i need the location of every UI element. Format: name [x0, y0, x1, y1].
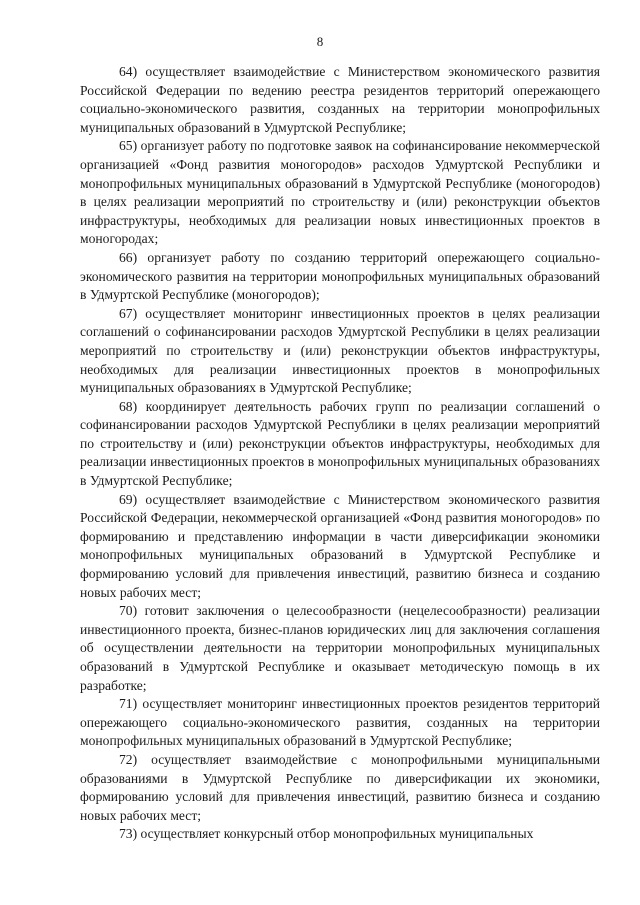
paragraph-71: 71) осуществляет мониторинг инвестиционных проектов резидентов территорий опережающего социально-экономического развития, созданных на территории монопрофильных муниципальных образований в Удмуртской Республике;	[80, 696, 600, 749]
paragraph-65: 65) организует работу по подготовке заявок на софинансирование некоммерческой организацией «Фонд развития моногородов» расходов Удмуртской Республики и монопрофильных муниципальных образований в Удмуртской Республике (моногородов) в целях реализации мероприятий по строительству и (или) реконструкции объектов инфраструктуры, необходимых для реализации новых инвестиционных проектов в моногородах;	[80, 138, 600, 247]
paragraph-73: 73) осуществляет конкурсный отбор монопрофильных муниципальных	[119, 826, 534, 842]
paragraph-64: 64) осуществляет взаимодействие с Министерством экономического развития Российской Федерации по ведению реестра резидентов территорий опережающего социально-экономического развития, созданных на территории монопрофильных муниципальных образований в Удмуртской Республике;	[80, 64, 600, 135]
page-number: 8	[316, 34, 324, 49]
paragraph-68: 68) координирует деятельность рабочих групп по реализации соглашений о софинансировании расходов Удмуртской Республики в целях реализации мероприятий по строительству и (или) реконструкции объектов инфраструктуры, необходимых для реализации инвестиционных проектов в монопрофильных муниципальных образованиях в Удмуртской Республике;	[80, 398, 600, 489]
paragraph-70: 70) готовит заключения о целесообразности (нецелесообразности) реализации инвестиционного проекта, бизнес-планов юридических лиц для заключения соглашения об осуществлении деятельности на территории монопрофильных муниципальных образований в Удмуртской Республике и оказывает методическую помощь в их разработке;	[80, 603, 600, 693]
document-body	[80, 63, 600, 844]
paragraph-66: 66) организует работу по созданию территорий опережающего социально-экономического развития на территории монопрофильных муниципальных образований в Удмуртской Республике (моногородов);	[80, 249, 600, 303]
paragraph-72: 72) осуществляет взаимодействие с монопрофильными муниципальными образованиями в Удмуртской Республике по диверсификации их экономики, формированию условий для привлечения инвестиций, развитию бизнеса и созданию новых рабочих мест;	[80, 751, 600, 823]
paragraph-67: 67) осуществляет мониторинг инвестиционных проектов в целях реализации соглашений о софинансировании расходов Удмуртской Республики в целях реализации мероприятий по строительству и (или) реконструкции объектов инфраструктуры, необходимых для реализации инвестиционных проектов в монопрофильных муниципальных образованиях в Удмуртской Республике;	[80, 305, 600, 396]
paragraph-69: 69) осуществляет взаимодействие с Министерством экономического развития Российской Федерации, некоммерческой организацией «Фонд развития моногородов» по формированию и представлению информации в части диверсификации экономики монопрофильных муниципальных образований в Удмуртской Республике и формированию условий для привлечения инвестиций, развитию бизнеса и созданию новых рабочих мест;	[80, 491, 600, 600]
